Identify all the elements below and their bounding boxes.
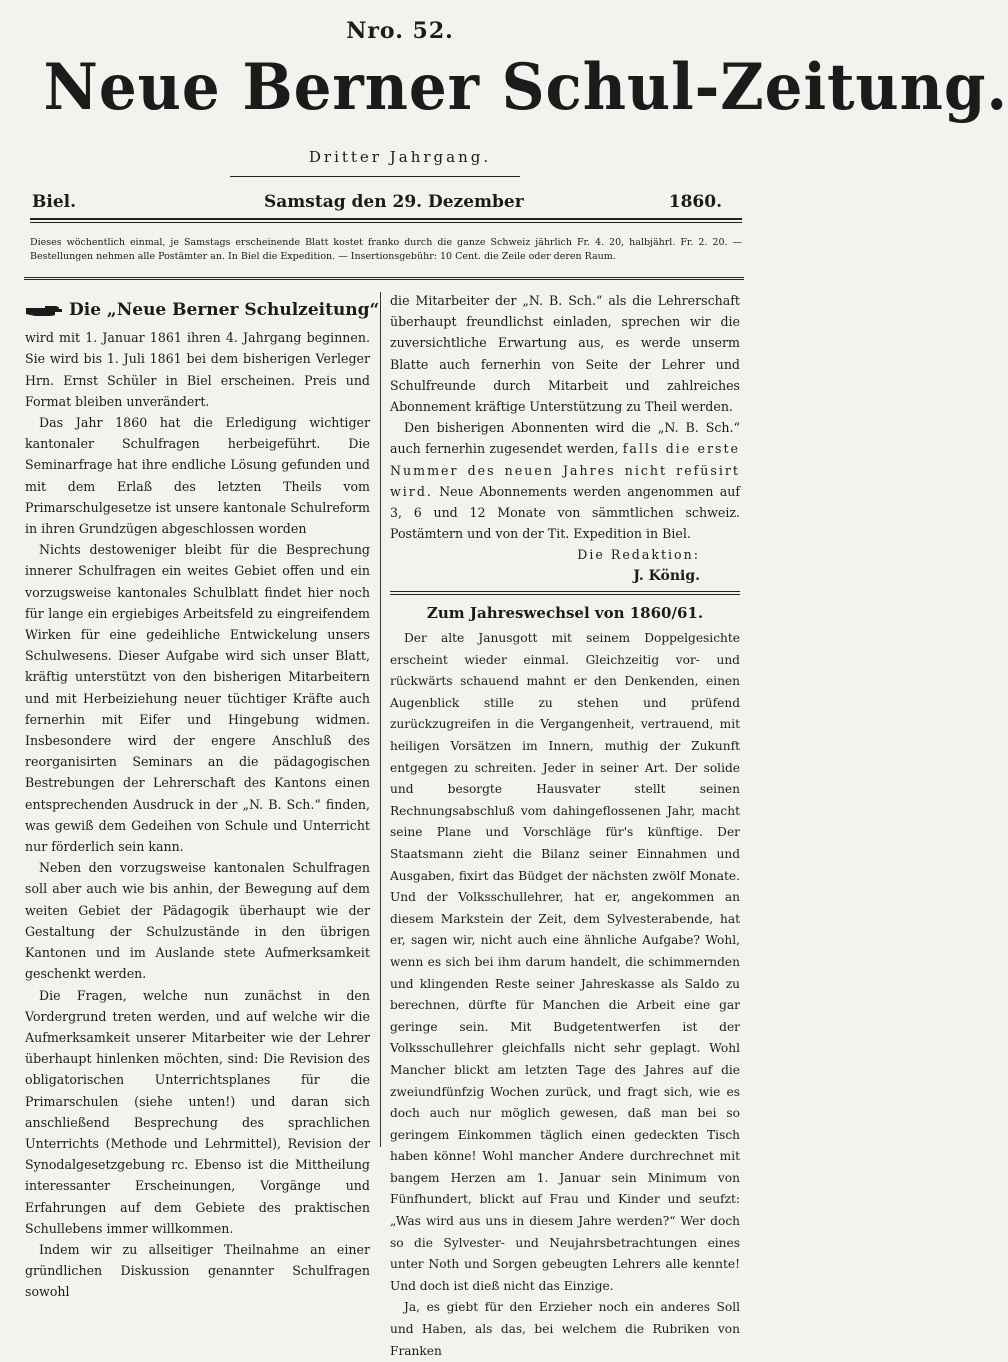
issue-number: Nro. 52. — [346, 18, 454, 44]
divider — [24, 277, 744, 280]
paragraph: wird mit 1. Januar 1861 ihren 4. Jahrgang beginnen. Sie wird bis 1. Juli 1861 bei dem bisherigen Verleger Hrn. Ernst Schüler in Biel erscheinen. Preis und Format bleiben unverändert. — [25, 330, 370, 409]
section-title: Zum Jahreswechsel von 1860/61. — [426, 603, 704, 622]
volume-year: Dritter Jahrgang. — [308, 148, 492, 166]
dateline-date: Samstag den 29. Dezember — [264, 192, 524, 212]
headline-text: Die „Neue Berner Schulzeitung“ — [69, 300, 380, 320]
divider — [30, 218, 742, 220]
pointing-hand-icon — [25, 304, 63, 318]
paragraph: Die Fragen, welche nun zunächst in den Vordergrund treten werden, und auf welche wir die Aufmerksamkeit unserer Mitarbeiter wie der Lehrer überhaupt hinlenken möchten, sind: Die Revision des obligatorischen Unterrichtsplanes für die Primarschulen (siehe unten!) und daran sich anschließend Besprechung des sprachlichen Unterrichts (Methode und Lehrmittel), Revision der Synodalgesetzgebung rc. Ebenso ist die Mittheilung interessanter Erscheinungen, Vorgänge und Erfahrungen auf dem Gebiete des praktischen Schullebens immer willkommen. — [25, 987, 370, 1236]
right-column — [390, 290, 740, 1362]
paragraph: die Mitarbeiter der „N. B. Sch.“ als die Lehrerschaft überhaupt freundlichst einladen, sprechen wir die zuversichtliche Erwartung aus, es werde unserm Blatte auch fernerhin von Seite der Lehrer und Schulfreunde durch Mitarbeit und zahlreiches Abonnement kräftige Unterstützung zu Theil werden. — [390, 293, 740, 415]
signature: J. König. — [633, 567, 700, 584]
paragraph: Neben den vorzugsweise kantonalen Schulfragen soll aber auch wie bis anhin, der Bewegung auf dem weiten Gebiet der Pädagogik überhaupt wie der Gestaltung der Schulzustände in den übrigen Kantonen und im Auslande stete Aufmerksamkeit geschenkt werden. — [25, 860, 370, 982]
signoff: Die Redaktion: — [577, 547, 700, 563]
emphasized-text: falls die erste Nummer des neuen Jahres nicht refüsirt wird. — [390, 441, 740, 499]
dateline-year: 1860. — [668, 192, 722, 212]
article-headline — [25, 300, 380, 321]
subscription-notice: Dieses wöchentlich einmal, je Samstags erscheinende Blatt kostet franko durch die ganze Schweiz jährlich Fr. 4. 20, halbjährl. Fr. 2. 20. — Bestellungen nehmen alle Postämter an. In Biel die Expedition. — Insertionsgebühr: 10 Cent. die Zeile oder deren Raum. — [30, 237, 742, 262]
divider — [30, 222, 742, 223]
divider — [230, 176, 520, 177]
masthead-title: Neue Berner Schul-Zeitung. — [43, 50, 1008, 125]
paragraph: Das Jahr 1860 hat die Erledigung wichtiger kantonaler Schulfragen herbeigeführt. Die Seminarfrage hat ihre endliche Lösung gefunden und mit dem Erlaß des letzten Theils vom Primarschulgesetze ist unsere kantonale Schulreform in ihren Grundzügen abgeschlossen worden — [25, 415, 370, 537]
column-divider — [380, 292, 381, 1147]
text: Den bisherigen Abonnenten wird die „N. B. Sch.“ auch fernerhin zugesendet werden, — [390, 420, 740, 457]
divider — [390, 594, 740, 595]
text: Neue Abonnements werden angenommen auf 3, 6 und 12 Monate von sämmtlichen schweiz. Postämtern und von der Tit. Expedition in Biel. — [390, 483, 740, 542]
article-body — [390, 628, 740, 1362]
paragraph: Indem wir zu allseitiger Theilnahme an einer gründlichen Diskussion genannter Schulfragen sowohl — [25, 1241, 370, 1300]
divider — [390, 591, 740, 592]
paragraph — [390, 417, 740, 544]
paragraph: Nichts destoweniger bleibt für die Besprechung innerer Schulfragen ein weites Gebiet offen und ein vorzugsweise kantonales Schulblatt findet hier noch für lange ein ergiebiges Arbeitsfeld zu eingreifendem Wirken für eine gedeihliche Entwickelung unsers Schulwesens. Dieser Aufgabe wird sich unser Blatt, kräftig unterstützt von den bisherigen Mitarbeitern und mit Herbeiziehung neuer tüchtiger Kräfte auch fernerhin mit Eifer und Hingebung widmen. Insbesondere wird der engere Anschluß des reorganisirten Seminars an die pädagogischen Bestrebungen der Lehrerschaft des Kantons einen entsprechenden Ausdruck in der „N. B. Sch.“ finden, was gewiß dem Gedeihen von Schule und Unterricht nur förderlich sein kann. — [25, 542, 370, 855]
paragraph: Ja, es giebt für den Erzieher noch ein anderes Soll und Haben, als das, bei welchem die Rubriken von Franken — [390, 1300, 740, 1358]
left-column — [25, 290, 380, 1303]
dateline-place: Biel. — [32, 192, 77, 212]
paragraph: Der alte Janusgott mit seinem Doppelgesichte erscheint wieder einmal. Gleichzeitig vor- und rückwärts schauend mahnt er den Denkenden, einen Augenblick stille zu stehen und prüfend zurückzugreifen in die Vergangenheit, vertrauend, mit heiligen Vorsätzen im Innern, muthig der Zukunft entgegen zu schreiten. Jeder in seiner Art. Der solide und besorgte Hausvater stellt seinen Rechnungsabschluß vom dahingeflossenen Jahr, macht seine Plane und Vorschläge für's künftige. Der Staatsmann zieht die Bilanz seiner Einnahmen und Ausgaben, fixirt das Büdget der nächsten zwölf Monate. Und der Volksschullehrer, hat er, angekommen an diesem Markstein der Zeit, dem Sylvesterabende, hat er, sagen wir, nicht auch eine ähnliche Aufgabe? Wohl, wenn es sich bei ihm darum handelt, die schimmernden und klingenden Reste seiner Jahreskasse als Saldo zu berechnen, dürfte für Manchen die Arbeit eine gar geringe sein. Mit Budgetentwerfen ist der Volksschullehrer gleichfalls nicht sehr geplagt. Wohl Mancher blickt am letzten Tage des Jahres auf die zweiundfünfzig Wochen zurück, und fragt sich, wie es doch auch nur möglich gewesen, daß man bei so geringem Einkommen täglich einen gedeckten Tisch haben könne! Wohl mancher Andere durchrechnet mit bangem Herzen am 1. Januar sein Minimum von Fünfhundert, blickt auf Frau und Kinder und seufzt: „Was wird aus uns in diesem Jahre werden?“ Wer doch so die Sylvester- und Neujahrsbetrachtungen eines unter Noth und Sorgen gebeugten Lehrers alle kennte! Und doch ist dieß nicht das Einzige. — [390, 631, 740, 1293]
